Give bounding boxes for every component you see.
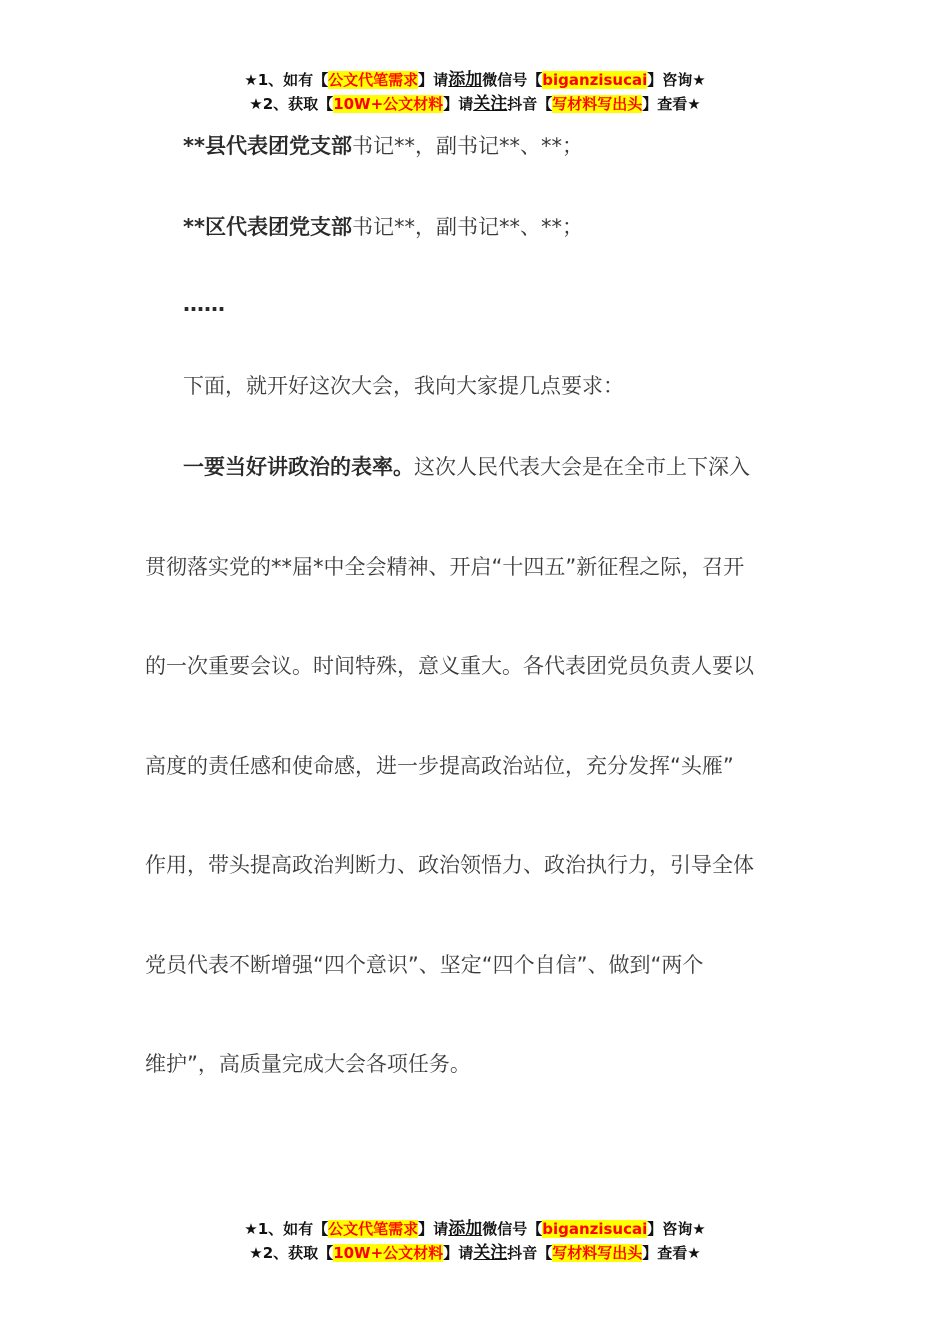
banner-highlight: 公文代笔需求 <box>328 71 419 89</box>
banner-text: 】咨询★ <box>647 71 706 89</box>
banner-text: 】咨询★ <box>647 1220 706 1238</box>
banner-line-1 <box>0 1217 950 1241</box>
banner-emphasis: 添加 <box>448 70 483 90</box>
paragraph-requirement-1-line-7 <box>145 1048 810 1078</box>
banner-emphasis: 关注 <box>473 94 508 114</box>
banner-text: 】查看★ <box>642 1244 701 1262</box>
banner-text: 】请 <box>418 71 449 89</box>
banner-text: ★2、获取【 <box>249 95 334 113</box>
bold-lead: **区代表团党支部 <box>183 215 352 239</box>
paragraph-requirement-1-line-4 <box>145 750 810 780</box>
paragraph-requirement-1-line-3 <box>145 650 810 680</box>
paragraph-intro <box>183 370 848 400</box>
banner-highlight: 10W+公文材料 <box>333 95 444 113</box>
banner-text: ★1、如有【 <box>244 71 329 89</box>
paragraph-text: 作用，带头提高政治判断力、政治领悟力、政治执行力，引导全体 <box>145 853 754 877</box>
header-banner <box>0 68 950 116</box>
banner-text: 抖音【 <box>507 95 553 113</box>
banner-highlight: biganzisucai <box>542 71 648 89</box>
paragraph-text: 书记**，副书记**、**； <box>351 215 583 239</box>
banner-line-2 <box>0 1241 950 1265</box>
banner-text: 微信号【 <box>482 1220 543 1238</box>
banner-highlight: 写材料写出头 <box>552 95 643 113</box>
paragraph-text: 的一次重要会议。时间特殊，意义重大。各代表团党员负责人要以 <box>145 654 754 678</box>
footer-banner <box>0 1217 950 1265</box>
paragraph-text: 下面，就开好这次大会，我向大家提几点要求： <box>183 374 624 398</box>
paragraph-requirement-1-line-2 <box>145 551 810 581</box>
banner-emphasis: 关注 <box>473 1243 508 1263</box>
banner-text: 】查看★ <box>642 95 701 113</box>
paragraph-requirement-1-line-5 <box>145 849 810 879</box>
paragraph-text: 这次人民代表大会是在全市上下深入 <box>414 455 750 479</box>
banner-highlight: 写材料写出头 <box>552 1244 643 1262</box>
paragraph-county-branch <box>183 130 848 160</box>
paragraph-text: 维护”，高质量完成大会各项任务。 <box>145 1052 471 1076</box>
paragraph-text: 党员代表不断增强“四个意识”、坚定“四个自信”、做到“两个 <box>145 953 704 977</box>
banner-line-2 <box>0 92 950 116</box>
banner-text: 】请 <box>443 95 474 113</box>
banner-line-1 <box>0 68 950 92</box>
paragraph-requirement-1-line-1 <box>183 451 848 481</box>
requirement-heading: 一要当好讲政治的表率。 <box>183 455 414 479</box>
paragraph-text: 书记**，副书记**、**； <box>351 134 583 158</box>
banner-text: ★2、获取【 <box>249 1244 334 1262</box>
banner-text: 抖音【 <box>507 1244 553 1262</box>
banner-text: 微信号【 <box>482 71 543 89</box>
banner-text: ★1、如有【 <box>244 1220 329 1238</box>
banner-text: 】请 <box>443 1244 474 1262</box>
paragraph-ellipsis <box>183 292 848 316</box>
paragraph-text: 高度的责任感和使命感，进一步提高政治站位，充分发挥“头雁” <box>145 754 734 778</box>
banner-highlight: biganzisucai <box>542 1220 648 1238</box>
banner-emphasis: 添加 <box>448 1219 483 1239</box>
banner-text: 】请 <box>418 1220 449 1238</box>
paragraph-district-branch <box>183 211 848 241</box>
banner-highlight: 公文代笔需求 <box>328 1220 419 1238</box>
ellipsis-text: …… <box>183 292 225 316</box>
bold-lead: **县代表团党支部 <box>183 134 352 158</box>
banner-highlight: 10W+公文材料 <box>333 1244 444 1262</box>
paragraph-requirement-1-line-6 <box>145 949 810 979</box>
paragraph-text: 贯彻落实党的**届*中全会精神、开启“十四五”新征程之际，召开 <box>145 555 745 579</box>
